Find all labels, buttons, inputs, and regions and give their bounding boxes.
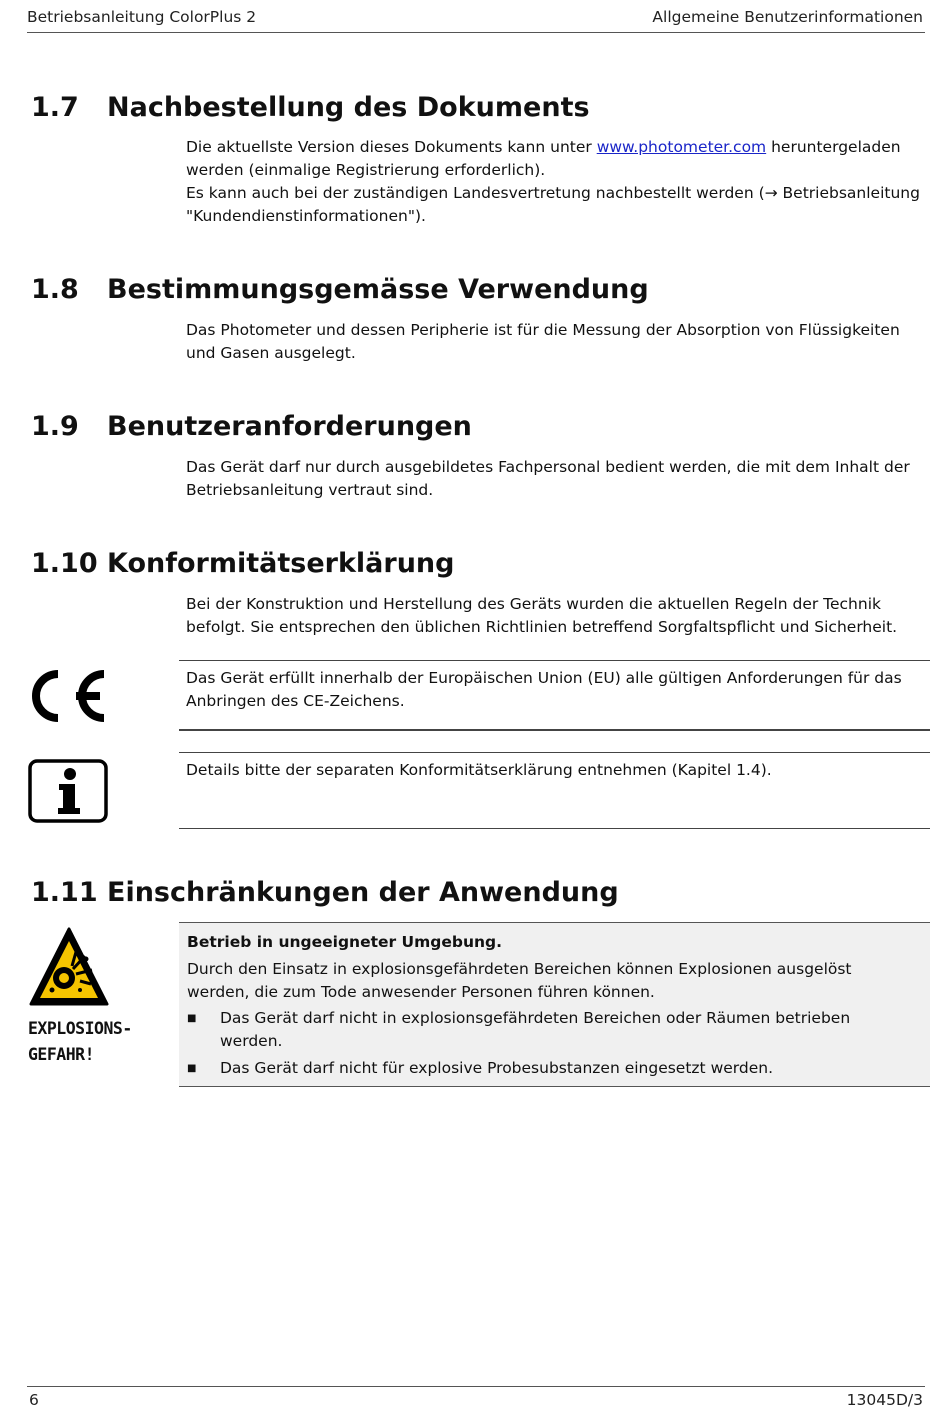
list-item-text: Das Gerät darf nicht in explosionsgefährdeten Bereichen oder Räumen betrieben werden.	[220, 1009, 851, 1050]
photometer-link[interactable]: www.photometer.com	[596, 138, 767, 156]
page-footer	[27, 1386, 925, 1409]
paragraph-1-7-download	[186, 136, 926, 182]
warning-label-line: GEFAHR!	[28, 1045, 95, 1064]
header-doc-title: Betriebsanleitung ColorPlus 2	[27, 8, 257, 26]
warning-label-line: EXPLOSIONS-	[28, 1019, 132, 1038]
section-number: 1.11	[31, 877, 98, 908]
paragraph-1-9: Das Gerät darf nur durch ausgebildetes Fachpersonal bedient werden, die mit dem Inhalt der Betriebsanleitung vertraut sind.	[186, 458, 910, 499]
section-number: 1.9	[31, 411, 79, 442]
section-number: 1.10	[31, 548, 98, 579]
divider	[179, 729, 930, 731]
section-title: Benutzeranforderungen	[107, 411, 472, 442]
explosion-warning-icon	[28, 926, 110, 1008]
bullet-icon: ■	[187, 1063, 197, 1074]
warning-box	[179, 922, 930, 1087]
paragraph-1-10: Bei der Konstruktion und Herstellung des Geräts wurden die aktuellen Regeln der Technik befolgt. Sie entsprechen den üblichen Richtlinien betreffend Sorgfaltspflicht und Sicherheit.	[186, 595, 898, 636]
divider	[179, 660, 930, 661]
page-number: 6	[29, 1391, 39, 1409]
section-title: Einschränkungen der Anwendung	[107, 877, 619, 908]
divider	[179, 752, 930, 753]
paragraph-1-7-order: Es kann auch bei der zuständigen Landesvertretung nachbestellt werden (→ Betriebsanleitung "Kundendienstinformationen").	[186, 184, 920, 225]
divider	[179, 828, 930, 829]
warning-heading: Betrieb in ungeeigneter Umgebung.	[187, 933, 503, 951]
warning-text: Durch den Einsatz in explosionsgefährdeten Bereichen können Explosionen ausgelöst werden, die zum Tode anwesender Personen führen können.	[187, 960, 852, 1001]
ce-note: Das Gerät erfüllt innerhalb der Europäischen Union (EU) alle gültigen Anforderungen für das Anbringen des CE-Zeichens.	[186, 669, 902, 710]
warning-label	[28, 1016, 132, 1068]
info-note: Details bitte der separaten Konformitätserklärung entnehmen (Kapitel 1.4).	[186, 761, 772, 779]
bullet-icon: ■	[187, 1013, 197, 1024]
page-header	[27, 0, 925, 33]
text: heruntergeladen werden (einmalige Registrierung erforderlich).	[186, 138, 901, 179]
list-item-text: Das Gerät darf nicht für explosive Probesubstanzen eingesetzt werden.	[220, 1059, 774, 1077]
section-number: 1.8	[31, 274, 79, 305]
section-title: Bestimmungsgemässe Verwendung	[107, 274, 649, 305]
header-chapter-title: Allgemeine Benutzerinformationen	[652, 8, 923, 26]
text: Die aktuellste Version dieses Dokuments kann unter	[186, 138, 597, 156]
section-title: Nachbestellung des Dokuments	[107, 92, 590, 123]
paragraph-1-8: Das Photometer und dessen Peripherie ist für die Messung der Absorption von Flüssigkeiten und Gasen ausgelegt.	[186, 321, 900, 362]
section-title: Konformitätserklärung	[107, 548, 455, 579]
document-number: 13045D/3	[846, 1391, 923, 1409]
ce-mark-icon	[28, 666, 110, 726]
section-number: 1.7	[31, 92, 79, 123]
info-icon	[28, 759, 108, 823]
